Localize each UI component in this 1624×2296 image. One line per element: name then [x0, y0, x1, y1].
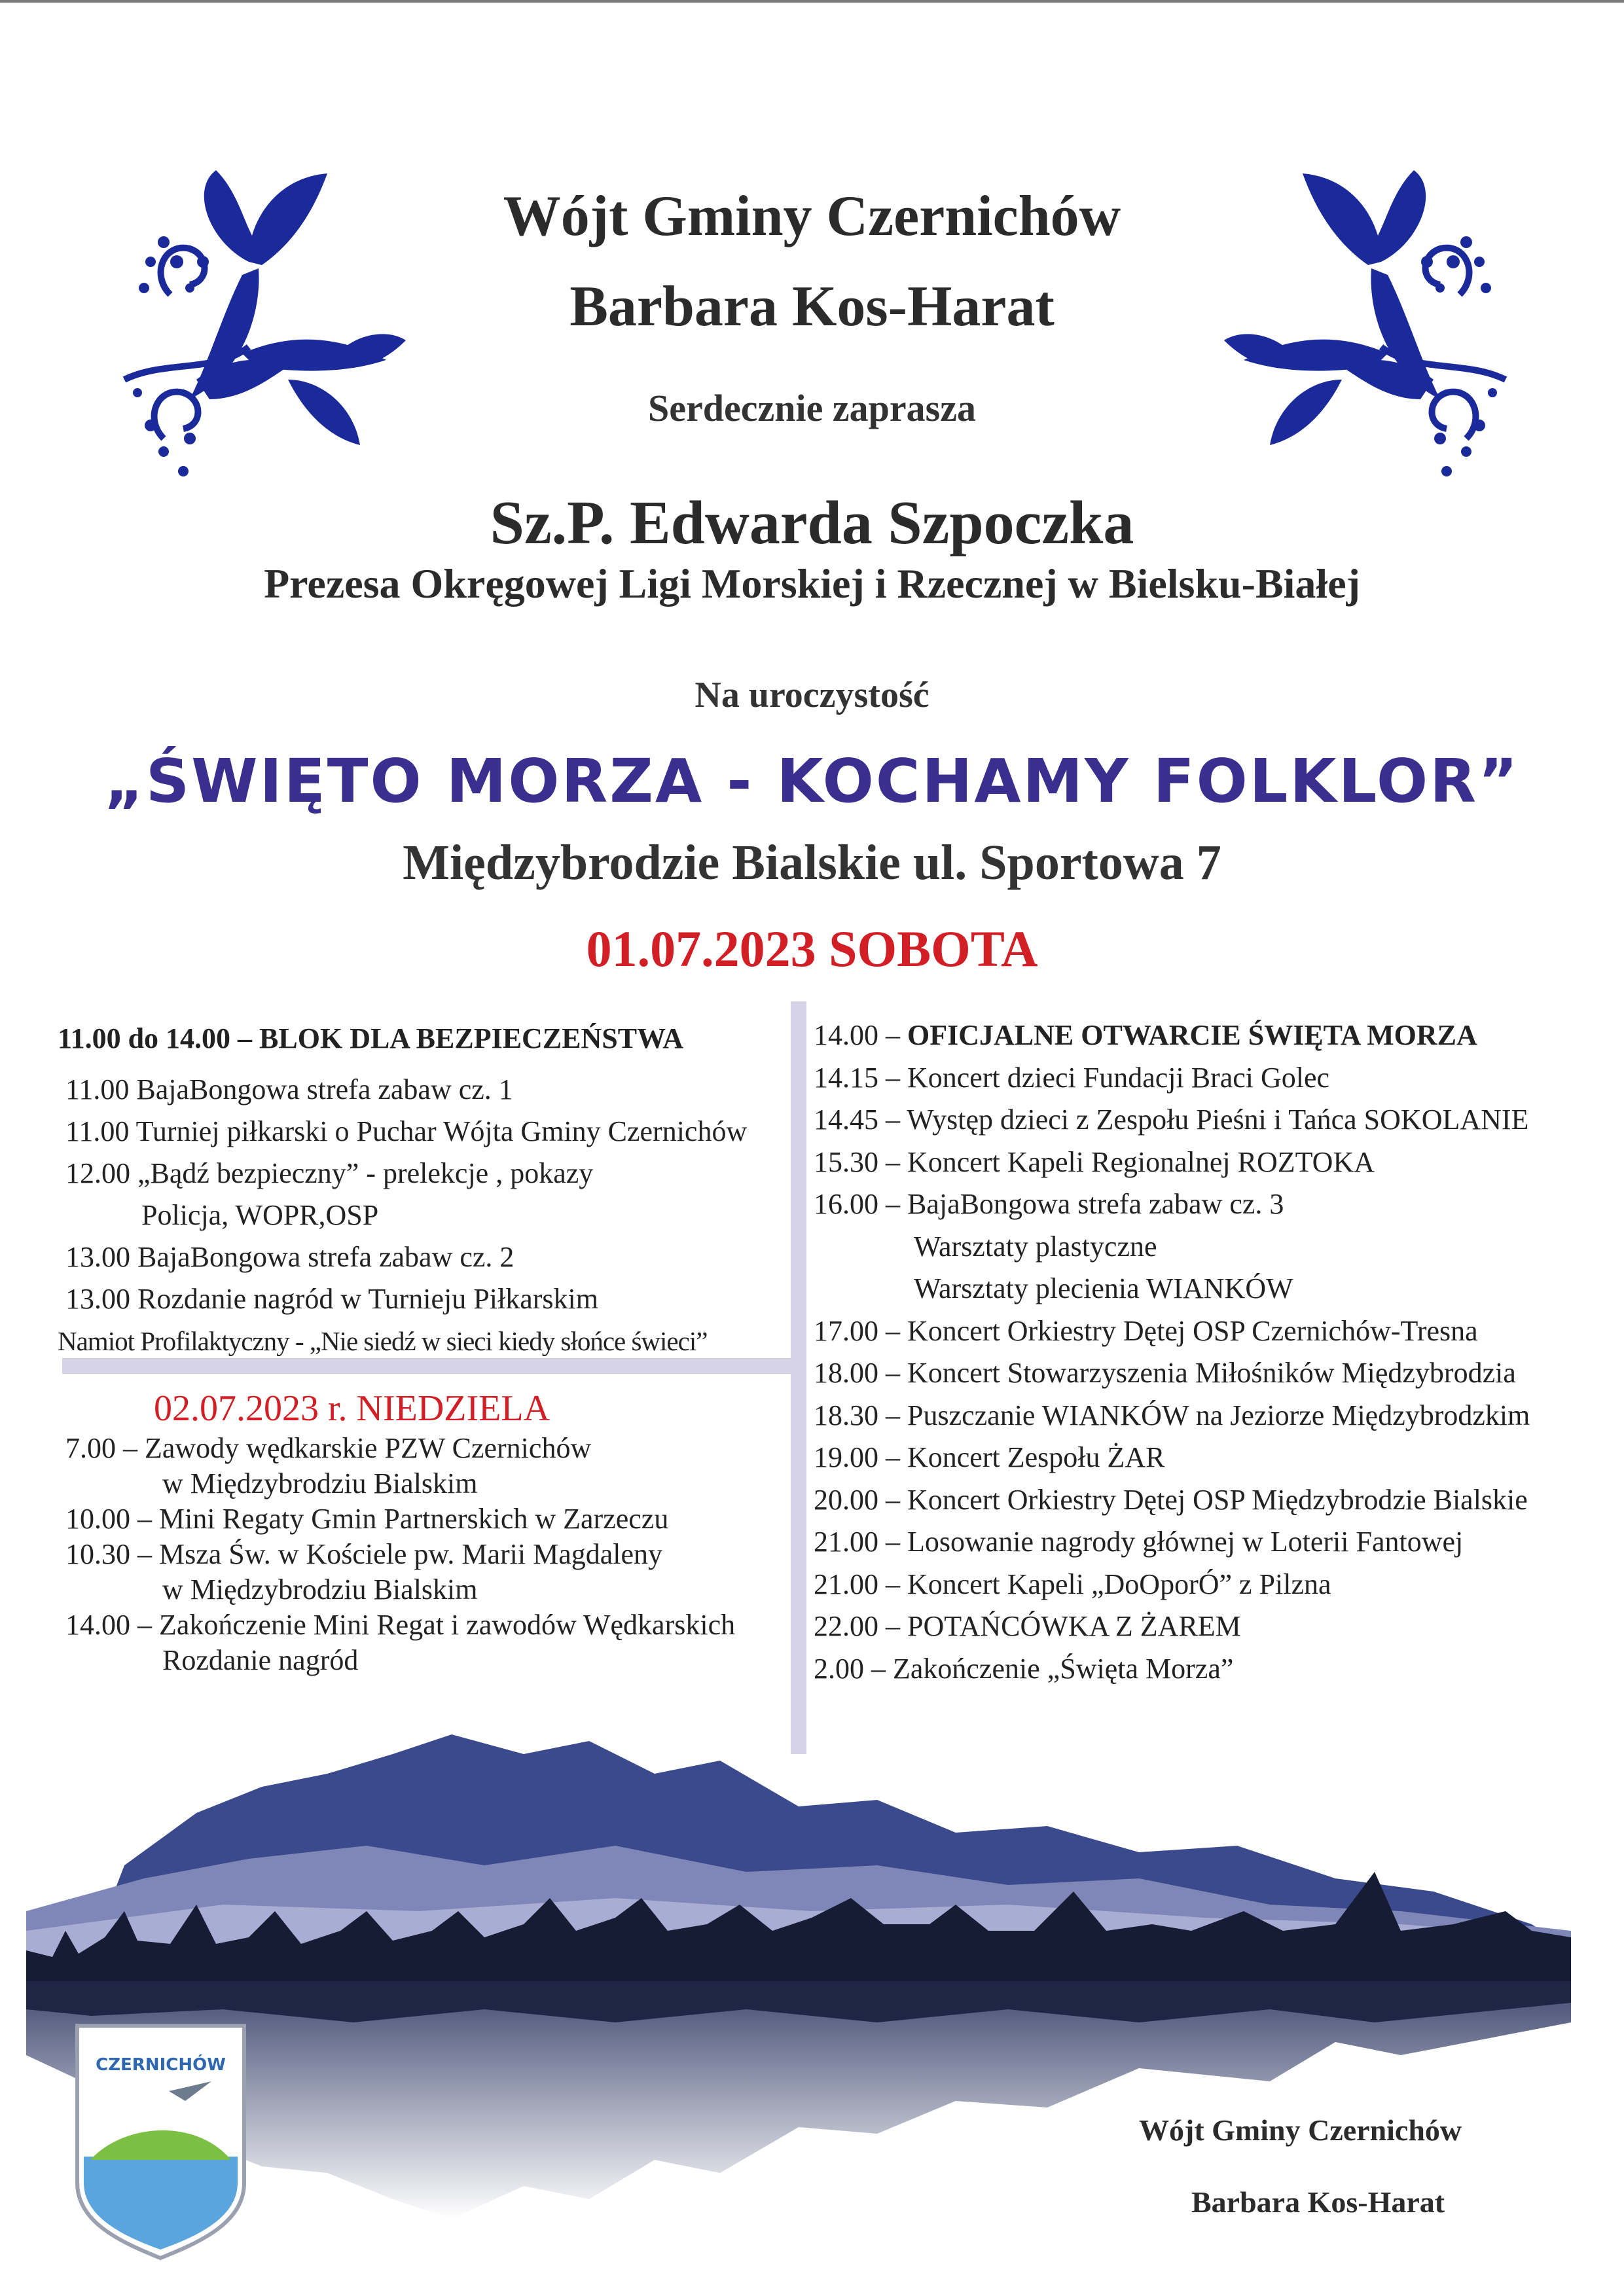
- list-item: 19.00 – Koncert Zespołu ŻAR: [814, 1441, 1165, 1473]
- list-item: 18.30 – Puszczanie WIANKÓW na Jeziorze Międzybrodzkim: [814, 1399, 1530, 1431]
- vertical-divider: [791, 1001, 806, 1754]
- list-item: 14.15 – Koncert dzieci Fundacji Braci Golec: [814, 1061, 1330, 1094]
- guest-title: Prezesa Okręgowej Ligi Morskiej i Rzecznej w Bielsku-Białej: [264, 560, 1360, 607]
- list-item: 16.00 – BajaBongowa strefa zabaw cz. 3: [814, 1188, 1284, 1220]
- host-title: Wójt Gminy Czernichów: [503, 185, 1121, 248]
- list-item: 22.00 – POTAŃCÓWKA Z ŻAREM: [814, 1610, 1241, 1642]
- list-item: 21.00 – Koncert Kapeli „DoOporÓ” z Pilzna: [814, 1568, 1331, 1600]
- list-item: Warsztaty plecienia WIANKÓW: [914, 1272, 1293, 1304]
- logo-text: CZERNICHÓW: [96, 2055, 226, 2075]
- list-item: w Międzybrodziu Bialskim: [162, 1573, 478, 1605]
- list-item: 15.30 – Koncert Kapeli Regionalnej ROZTOKA: [814, 1145, 1375, 1178]
- list-item: 10.30 – Msza Św. w Kościele pw. Marii Magdaleny: [65, 1538, 663, 1570]
- list-item: 11.00 BajaBongowa strefa zabaw cz. 1: [65, 1073, 513, 1105]
- date-saturday: 01.07.2023 SOBOTA: [586, 920, 1038, 977]
- list-item: [814, 1014, 1599, 1057]
- list-item: 14.00 – Zakończenie Mini Regat i zawodów Wędkarskich: [65, 1609, 736, 1641]
- sunday-block: [65, 1388, 785, 1678]
- signature-title: Wójt Gminy Czernichów: [1139, 2113, 1462, 2147]
- list-item: 10.00 – Mini Regaty Gmin Partnerskich w Zarzeczu: [65, 1503, 669, 1535]
- host-name: Barbara Kos-Harat: [569, 275, 1055, 338]
- list-item: 11.00 Turniej piłkarski o Puchar Wójta Gminy Czernichów: [65, 1115, 748, 1147]
- list-item: 17.00 – Koncert Orkiestry Dętej OSP Czernichów-Tresna: [814, 1314, 1478, 1347]
- top-border: [0, 0, 1624, 3]
- list-item: 12.00 „Bądź bezpieczny” - prelekcje , pokazy: [65, 1157, 594, 1189]
- sunday-title: 02.07.2023 r. NIEDZIELA: [154, 1388, 550, 1429]
- list-item: Rozdanie nagród: [162, 1644, 359, 1676]
- list-item: 14.45 – Występ dzieci z Zespołu Pieśni i Tańca SOKOLANIE: [814, 1103, 1529, 1136]
- list-item: Policja, WOPR,OSP: [141, 1199, 379, 1231]
- czernichow-logo: [71, 2019, 251, 2261]
- occasion-intro: Na uroczystość: [695, 675, 929, 715]
- list-item: 13.00 BajaBongowa strefa zabaw cz. 2: [65, 1241, 514, 1273]
- signature-name: Barbara Kos-Harat: [1191, 2185, 1445, 2219]
- saturday-left-block: [58, 1018, 784, 1362]
- block-title: 11.00 do 14.00 – BLOK DLA BEZPIECZEŃSTWA: [58, 1022, 684, 1054]
- list-item: 21.00 – Losowanie nagrody głównej w Loterii Fantowej: [814, 1526, 1464, 1558]
- event-title: „ŚWIĘTO MORZA - KOCHAMY FOLKLOR”: [104, 746, 1520, 816]
- opening-time: 14.00 –: [814, 1019, 907, 1051]
- saturday-right-block: [814, 1014, 1599, 1690]
- opening-title: OFICJALNE OTWARCIE ŚWIĘTA MORZA: [907, 1019, 1477, 1051]
- list-item: w Międzybrodziu Bialskim: [162, 1467, 478, 1499]
- list-item: 20.00 – Koncert Orkiestry Dętej OSP Międzybrodzie Bialskie: [814, 1483, 1528, 1516]
- invite-text: Serdecznie zaprasza: [648, 387, 976, 429]
- list-item: 7.00 – Zawody wędkarskie PZW Czernichów: [65, 1432, 592, 1464]
- guest-name: Sz.P. Edwarda Szpoczka: [490, 489, 1134, 557]
- list-item: Namiot Profilaktyczny - „Nie siedź w sieci kiedy słońce świeci”: [58, 1326, 708, 1356]
- list-item: 18.00 – Koncert Stowarzyszenia Miłośników Międzybrodzia: [814, 1357, 1516, 1389]
- event-address: Międzybrodzie Bialskie ul. Sportowa 7: [403, 835, 1221, 890]
- list-item: 13.00 Rozdanie nagród w Turnieju Piłkarskim: [65, 1283, 598, 1315]
- list-item: 2.00 – Zakończenie „Święta Morza”: [814, 1652, 1234, 1685]
- list-item: Warsztaty plastyczne: [914, 1230, 1157, 1263]
